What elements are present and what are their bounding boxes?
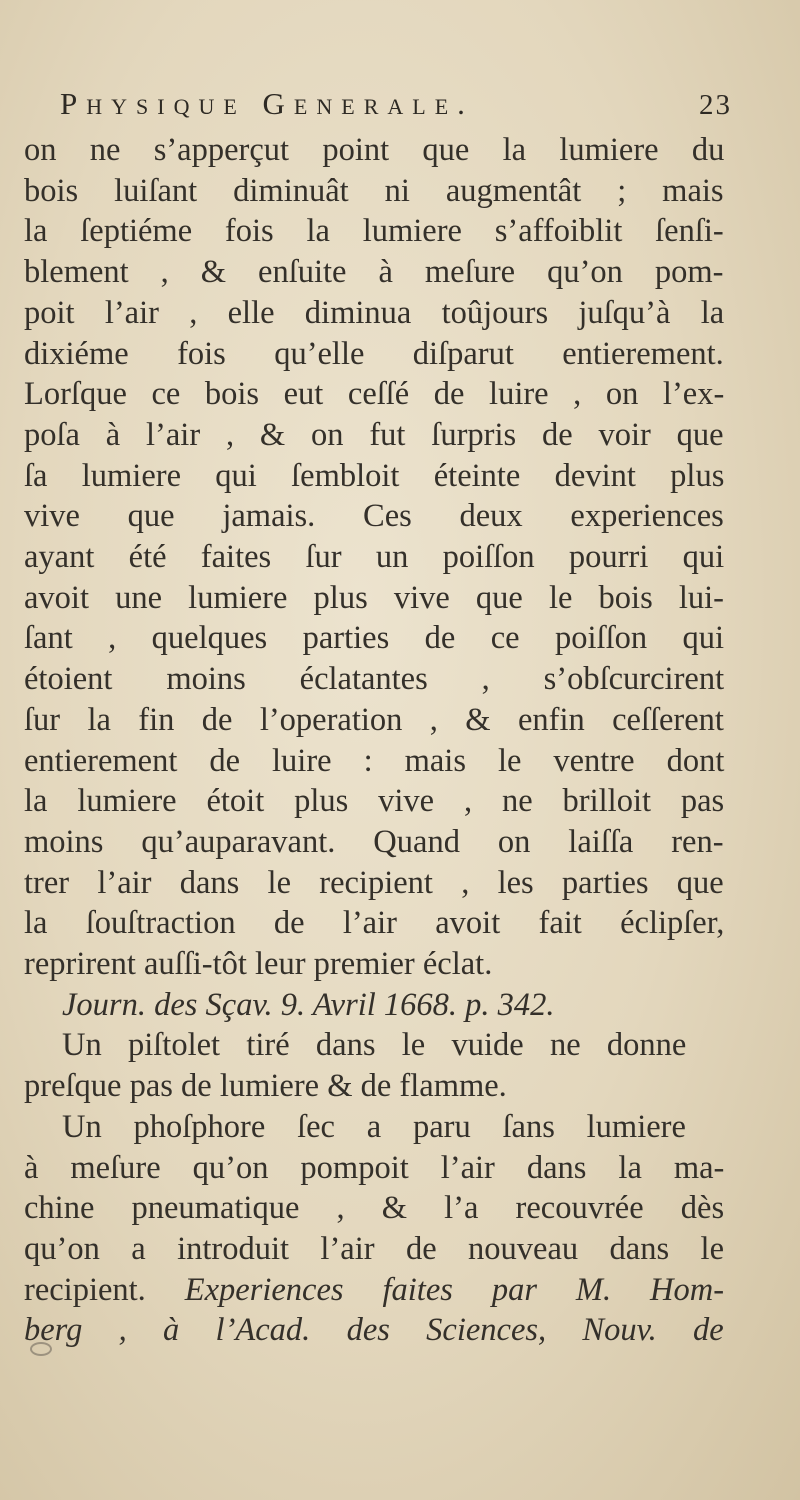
text-line	[24, 374, 724, 415]
text-segment: ſa lumiere qui ſembloit éteinte devint plus	[24, 457, 725, 494]
text-segment: Un phoſphore ſec a paru ſans lumiere	[62, 1108, 686, 1145]
text-line	[24, 1148, 724, 1189]
text-segment: ſur la fin de l’operation , & enfin ceſſerent	[24, 701, 724, 738]
text-segment: ayant été faites ſur un poiſſon pourri qui	[24, 539, 725, 576]
text-line	[24, 741, 724, 782]
text-line	[24, 1270, 724, 1311]
text-line	[24, 211, 724, 252]
text-segment: avoit une lumiere plus vive que le bois lui-	[24, 579, 724, 616]
text-line	[24, 1025, 724, 1066]
text-segment: chine pneumatique , & l’a recouvrée dès	[24, 1190, 725, 1227]
text-segment: moins qu’auparavant. Quand on laiſſa ren-	[24, 823, 724, 860]
text-line	[24, 618, 724, 659]
text-segment: la lumiere étoit plus vive , ne brilloit pas	[24, 783, 725, 820]
page-number: 23	[699, 89, 732, 121]
text-segment: bois luiſant diminuât ni augmentât ; mais	[24, 172, 724, 209]
text-segment: blement , & enſuite à meſure qu’on pom-	[24, 254, 724, 291]
signature-mark	[30, 1342, 52, 1356]
italic-segment: berg , à l’Acad. des Sciences, Nouv. de	[24, 1312, 724, 1349]
text-line	[24, 700, 724, 741]
page-header	[60, 86, 732, 130]
text-segment: étoient moins éclatantes , s’obſcurcirent	[24, 661, 725, 698]
text-line	[24, 171, 724, 212]
text-line	[24, 1066, 724, 1107]
text-segment: vive que jamais. Ces deux experiences	[24, 498, 724, 535]
text-line	[24, 415, 724, 456]
italic-segment: Experiences faites par M. Hom-	[184, 1271, 725, 1308]
text-segment: poit l’air , elle diminua toûjours juſqu’à la	[24, 294, 725, 331]
text-line	[24, 985, 724, 1026]
text-line	[24, 1188, 724, 1229]
text-segment: entierement de luire : mais le ventre dont	[24, 742, 725, 779]
text-segment: qu’on a introduit l’air de nouveau dans le	[24, 1230, 724, 1267]
body-text	[24, 130, 724, 1351]
text-line	[24, 1229, 724, 1270]
text-segment: la ſouſtraction de l’air avoit fait éclipſer,	[24, 905, 725, 942]
text-segment: Lorſque ce bois eut ceſſé de luire , on l’ex-	[24, 376, 725, 413]
text-segment: recipient.	[24, 1271, 185, 1308]
text-segment: reprirent auſſi-tôt leur premier éclat.	[24, 946, 493, 983]
text-line	[24, 334, 724, 375]
text-line	[24, 293, 724, 334]
text-line	[24, 1107, 724, 1148]
text-line	[24, 659, 724, 700]
text-segment: preſque pas de lumiere & de flamme.	[24, 1068, 507, 1105]
text-line	[24, 578, 724, 619]
text-line	[24, 903, 724, 944]
italic-segment: Journ. des Sçav. 9. Avril 1668. p. 342.	[62, 986, 555, 1023]
text-segment: trer l’air dans le recipient , les parties que	[24, 864, 724, 901]
text-line	[24, 456, 724, 497]
text-line	[24, 130, 724, 171]
text-line	[24, 781, 724, 822]
text-segment: poſa à l’air , & on fut ſurpris de voir que	[24, 416, 724, 453]
text-line	[24, 944, 724, 985]
text-line	[24, 863, 724, 904]
text-segment: Un piſtolet tiré dans le vuide ne donne	[62, 1027, 687, 1064]
text-segment: on ne s’apperçut point que la lumiere du	[24, 132, 725, 168]
text-line	[24, 822, 724, 863]
text-segment: ſant , quelques parties de ce poiſſon qui	[24, 620, 725, 657]
text-line	[24, 537, 724, 578]
text-line	[24, 496, 724, 537]
text-segment: la ſeptiéme fois la lumiere s’affoiblit ſenſi-	[24, 213, 724, 250]
text-segment: dixiéme fois qu’elle diſparut entierement.	[24, 335, 724, 372]
running-title: Physique Generale.	[60, 86, 474, 121]
text-segment: à meſure qu’on pompoit l’air dans la ma-	[24, 1149, 725, 1186]
text-line	[24, 1310, 724, 1351]
text-line	[24, 252, 724, 293]
